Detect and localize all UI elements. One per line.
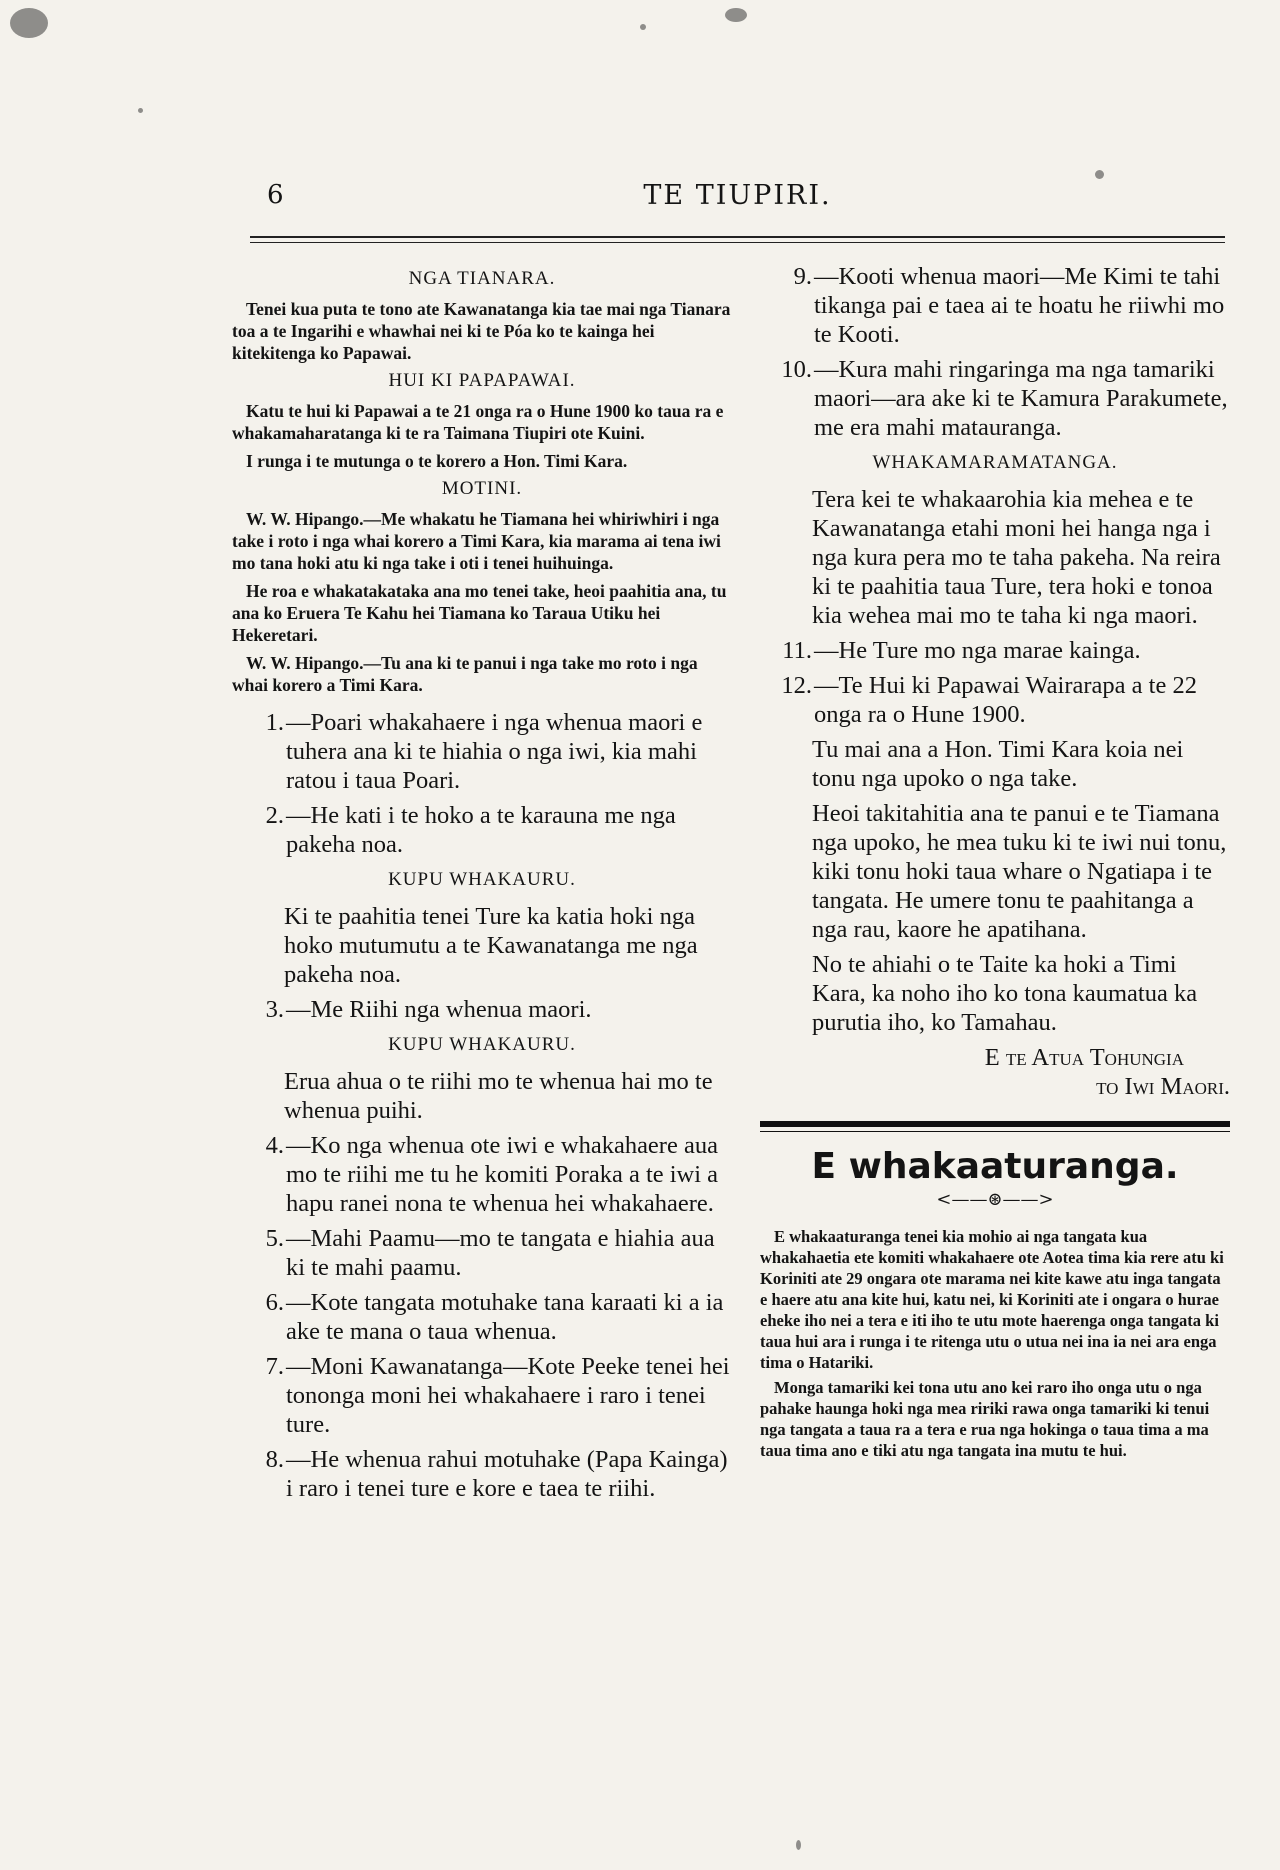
item-text: —Moni Kawanatanga—Kote Peeke tenei hei tononga moni hei whakahaere i raro i tenei ture. <box>286 1353 730 1438</box>
list-item <box>232 1224 732 1282</box>
header-rule <box>250 236 1225 238</box>
header-rule-thin <box>250 242 1225 243</box>
item-number: 9. <box>793 263 812 290</box>
running-title: TE TIUPIRI. <box>643 180 832 211</box>
page-header <box>255 180 1220 220</box>
item-number: 8. <box>265 1446 284 1473</box>
advertisement <box>760 1146 1230 1461</box>
item-number: 3. <box>265 996 284 1023</box>
paragraph: Tu mai ana a Hon. Timi Kara koia nei tonu nga upoko o nga take. <box>812 736 1184 792</box>
section-divider-thin <box>760 1131 1230 1132</box>
item-number: 1. <box>265 709 284 736</box>
paragraph: Tera kei te whakaarohia kia mehea e te Kawanatanga etahi moni hei hanga nga i nga kura pera mo te taha pakeha. Na reira ki te paahitia taua Ture, tera hoki e tonoa kia wehea mai mo te taha ki nga maori. <box>812 486 1221 629</box>
paragraph: Ki te paahitia tenei Ture ka katia hoki nga hoko mutumutu a te Kawanatanga me nga pakeha noa. <box>284 903 698 988</box>
section-heading: MOTINI. <box>441 478 523 499</box>
item-text: —Kooti whenua maori—Me Kimi te tahi tikanga pai e taea ai te hoatu he riiwhi mo te Kooti. <box>814 263 1225 348</box>
signature-line: to Iwi Maori. <box>1096 1073 1230 1100</box>
paragraph: Heoi takitahitia ana te panui e te Tiamana nga upoko, he mea tuku ki te iwi nui tonu, kiki tonu hoki taua whare o Ngatiapa i te tangata. He umere tonu te paahitanga a nga rau, kaore he apatihana. <box>812 800 1227 943</box>
item-number: 7. <box>265 1353 284 1380</box>
paragraph: W. W. Hipango.—Me whakatu he Tiamana hei whiriwhiri i nga take i roto i nga whai korero a Timi Kara, kia marama ai tena iwi mo tana hoki atu ki nga take i oti i tenei huihuinga. <box>232 509 721 573</box>
paragraph: Monga tamariki kei tona utu ano kei raro iho onga utu o nga pahake haunga hoki nga mea ririki rawa onga tamariki ki tenui nga tangata a taua ra a tera e rua nga hokinga o taua tima a ma taua tima ano e tiki atu nga tangata ina mutu te hui. <box>760 1378 1210 1460</box>
item-text: —Te Hui ki Papawai Wairarapa a te 22 onga ra o Hune 1900. <box>814 672 1197 728</box>
list-item <box>232 801 732 859</box>
left-column <box>232 262 732 1509</box>
item-text: —He kati i te hoko a te karauna me nga pakeha noa. <box>286 802 676 858</box>
ornament-icon: <——⊛——> <box>936 1189 1054 1210</box>
scan-speck <box>10 8 48 38</box>
ad-body <box>760 1226 1230 1461</box>
paragraph: Tenei kua puta te tono ate Kawanatanga kia tae mai nga Tianara toa a te Ingarihi e whawhai nei ki te Póa ko te kainga hei kitekitenga ko Papawai. <box>232 299 731 363</box>
list-item <box>232 1288 732 1346</box>
ad-title: E whakaaturanga. <box>811 1146 1179 1187</box>
item-text: —He whenua rahui motuhake (Papa Kainga) i raro i tenei ture e kore e taea te riihi. <box>286 1446 728 1502</box>
list-item <box>232 708 732 795</box>
section-heading: HUI KI PAPAPAWAI. <box>388 370 576 391</box>
scan-speck <box>640 24 646 30</box>
list-item <box>760 671 1230 729</box>
item-text: —He Ture mo nga marae kainga. <box>814 637 1141 664</box>
item-number: 12. <box>781 672 812 699</box>
item-number: 5. <box>265 1225 284 1252</box>
paragraph: E whakaaturanga tenei kia mohio ai nga tangata kua whakahaetia ete komiti whakahaere ote Aotea tima kia rere atu ki Koriniti ate 29 ongara ote marama nei kite kawe atu inga tangata e haere atu ana kite hui, katu nei, ki Koriniti ate i ongara o hurae eheke iho nei a tera e iti iho te utu mote haerenga onga tangata ki taua hui ara i runga i te ritenga utu o utua nei ina ia nei ara enga tima o Hatariki. <box>760 1227 1224 1372</box>
paragraph: Katu te hui ki Papawai a te 21 onga ra o Hune 1900 ko taua ra e whakamaharatanga ki te ra Taimana Tiupiri ote Kuini. <box>232 401 724 443</box>
paragraph: Erua ahua o te riihi mo te whenua hai mo te whenua puihi. <box>284 1068 713 1124</box>
section-divider <box>760 1121 1230 1127</box>
item-text: —Kura mahi ringaringa ma nga tamariki maori—ara ake ki te Kamura Parakumete, me era mahi matauranga. <box>814 356 1228 441</box>
section-heading: NGA TIANARA. <box>408 268 556 289</box>
scan-speck <box>1095 170 1104 179</box>
list-item <box>232 1131 732 1218</box>
scan-speck <box>796 1840 801 1850</box>
paragraph: I runga i te mutunga o te korero a Hon. Timi Kara. <box>246 451 628 471</box>
resolutions-list <box>232 708 732 1503</box>
item-number: 11. <box>782 637 812 664</box>
page-number: 6 <box>267 180 284 210</box>
list-item <box>760 262 1230 349</box>
section-heading: KUPU WHAKAURU. <box>388 869 576 890</box>
list-item <box>232 1352 732 1439</box>
list-item <box>232 995 732 1024</box>
scan-speck <box>725 8 747 22</box>
paragraph: No te ahiahi o te Taite ka hoki a Timi Kara, ka noho iho ko tona kaumatua ka purutia iho, ko Tamahau. <box>812 951 1198 1036</box>
item-text: —Mahi Paamu—mo te tangata e hiahia aua ki te mahi paamu. <box>286 1225 715 1281</box>
item-text: —Kote tangata motuhake tana karaati ki a ia ake te mana o taua whenua. <box>286 1289 724 1345</box>
item-number: 10. <box>781 356 812 383</box>
section-heading: WHAKAMARAMATANGA. <box>872 452 1118 473</box>
item-number: 4. <box>265 1132 284 1159</box>
list-item <box>232 1445 732 1503</box>
list-item <box>760 636 1230 665</box>
right-column <box>760 262 1230 1465</box>
signature-line: E te Atua Tohungia <box>984 1044 1184 1071</box>
paragraph: W. W. Hipango.—Tu ana ki te panui i nga take mo roto i nga whai korero a Timi Kara. <box>232 653 698 695</box>
item-text: —Poari whakahaere i nga whenua maori e tuhera ana ki te hiahia o nga iwi, kia mahi ratou i taua Poari. <box>286 709 703 794</box>
notices-small-print <box>232 268 732 696</box>
item-number: 2. <box>265 802 284 829</box>
item-text: —Me Riihi nga whenua maori. <box>286 996 592 1023</box>
item-text: —Ko nga whenua ote iwi e whakahaere aua mo te riihi me tu he komiti Poraka a te iwi a hapu ranei nona te whenua hei whakahaere. <box>286 1132 719 1217</box>
resolutions-list-continued <box>760 262 1230 1101</box>
scan-speck <box>138 108 143 113</box>
paragraph: He roa e whakatakataka ana mo tenei take, heoi paahitia ana, tu ana ko Eruera Te Kahu hei Tiamana ko Taraua Utiku hei Hekeretari. <box>232 581 727 645</box>
section-heading: KUPU WHAKAURU. <box>388 1034 576 1055</box>
list-item <box>760 355 1230 442</box>
item-number: 6. <box>265 1289 284 1316</box>
